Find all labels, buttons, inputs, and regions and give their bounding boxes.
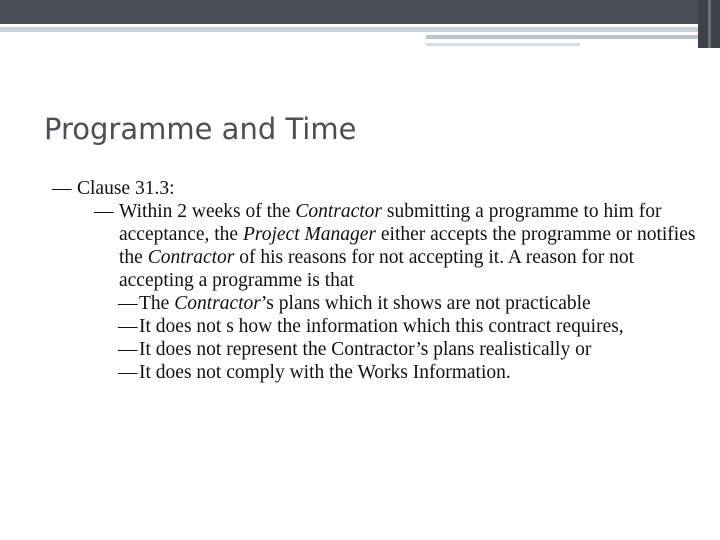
- slide-title: Programme and Time: [44, 112, 357, 146]
- bullet-dash: —: [118, 362, 138, 383]
- bullet-italic: Project Manager: [242, 224, 376, 245]
- slide-body: [52, 177, 702, 384]
- bullet-italic: Contractor: [174, 293, 261, 314]
- bullet-level-3: [77, 361, 702, 384]
- bullet-dash: —: [52, 178, 72, 199]
- bullet-level-2: [77, 200, 702, 292]
- bullet-text: Within 2 weeks of the: [119, 201, 296, 222]
- bullet-text: of his reasons for not accepting it. A reason for not accepting a programme is that: [119, 247, 635, 291]
- bullet-dash: —: [118, 339, 138, 360]
- bullet-level-3: [77, 292, 702, 315]
- bullet-text: It does not s how the information which this contract requires,: [139, 316, 624, 337]
- bullet-dash: —: [118, 316, 138, 337]
- bullet-text: It does not comply with the Works Information.: [139, 362, 511, 383]
- bullet-text: It does not represent the Contractor’s plans realistically or: [139, 339, 592, 360]
- bullet-text: ’s plans which it shows are not practicable: [260, 293, 591, 314]
- accent-line: [426, 43, 580, 46]
- bullet-dash: —: [118, 293, 138, 314]
- bullet-level-3: [77, 315, 702, 338]
- bullet-text: The: [139, 293, 175, 314]
- header-band: [0, 0, 720, 24]
- bullet-text: Clause 31.3:: [77, 178, 175, 199]
- bullet-dash: —: [94, 201, 114, 222]
- accent-line: [0, 27, 698, 32]
- corner-block-stripe: [708, 0, 711, 48]
- bullet-text: submitting a programme to him for acceptance, the: [119, 201, 662, 245]
- bullet-italic: Contractor: [295, 201, 382, 222]
- bullet-italic: Contractor: [147, 247, 235, 268]
- bullet-level-1: [52, 177, 702, 200]
- bullet-level-3: [77, 338, 702, 361]
- accent-line: [426, 35, 698, 39]
- bullet-text: either accepts the programme or notifies the: [119, 224, 696, 268]
